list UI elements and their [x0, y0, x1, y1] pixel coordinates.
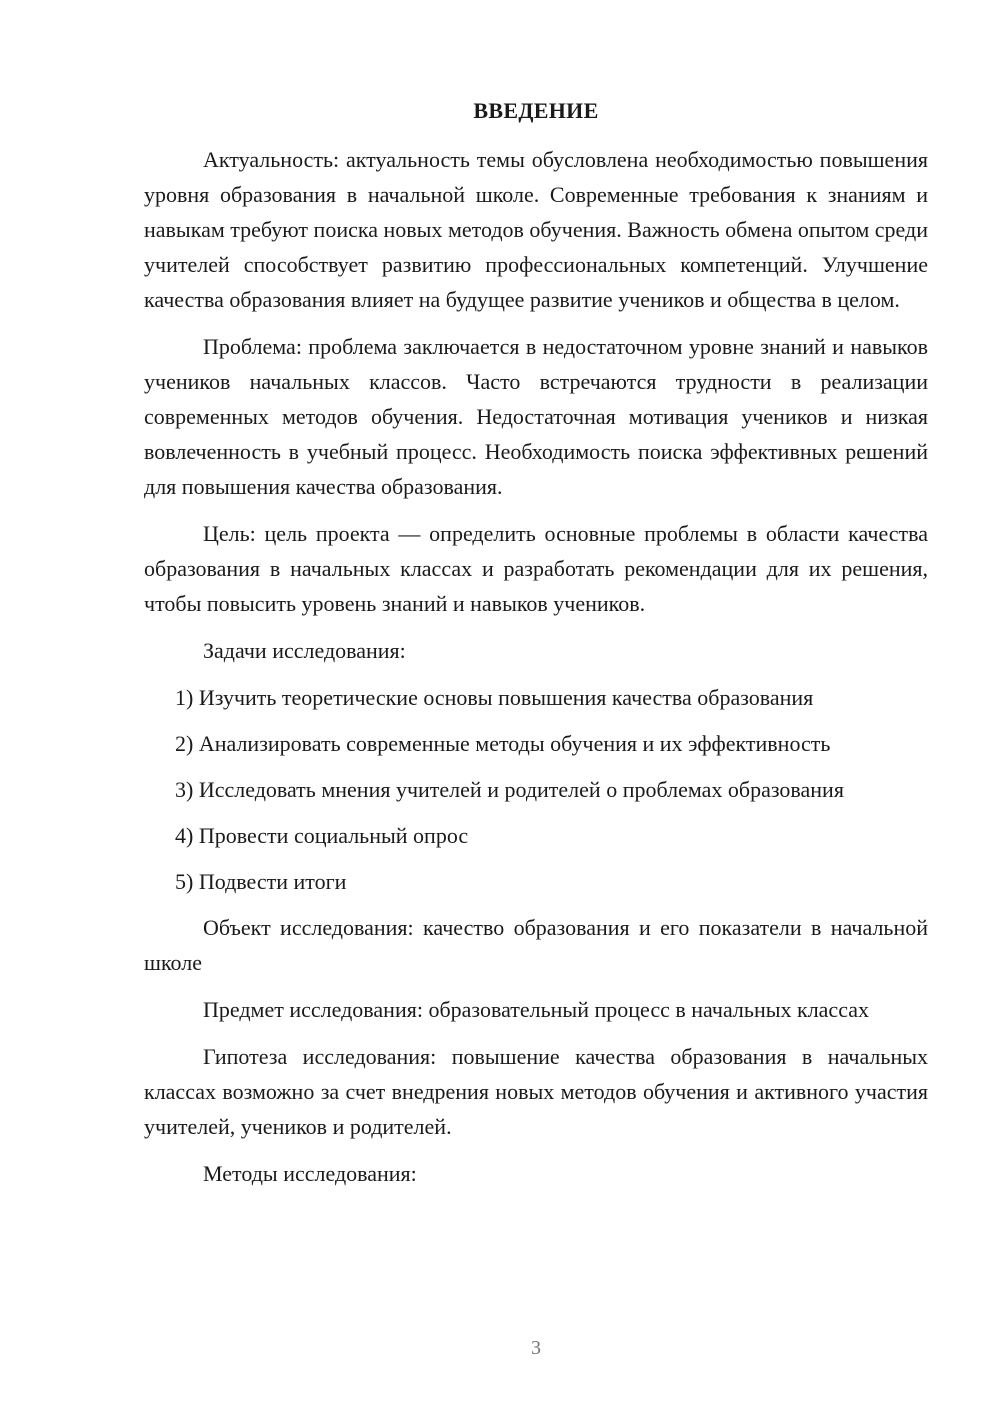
document-body	[144, 142, 928, 1203]
task-item: 4) Провести социальный опрос	[175, 823, 469, 848]
tasks-heading: Задачи исследования:	[203, 638, 406, 663]
object-paragraph: Объект исследования: качество образования и его показатели в начальной школе	[144, 915, 928, 975]
task-item: 2) Анализировать современные методы обучения и их эффективность	[175, 731, 831, 756]
methods-heading: Методы исследования:	[203, 1161, 417, 1186]
task-item: 5) Подвести итоги	[175, 869, 347, 894]
problem-paragraph: Проблема: проблема заключается в недостаточном уровне знаний и навыков учеников начальных классов. Часто встречаются трудности в реализации современных методов обучения. Недостаточная мотивация учеников и низкая вовлеченность в учебный процесс. Необходимость поиска эффективных решений для повышения качества образования.	[144, 334, 928, 499]
page-number: 3	[531, 1337, 541, 1359]
task-item: 3) Исследовать мнения учителей и родителей о проблемах образования	[175, 777, 844, 802]
task-item: 1) Изучить теоретические основы повышения качества образования	[175, 685, 814, 710]
relevance-paragraph: Актуальность: актуальность темы обусловлена необходимостью повышения уровня образования в начальной школе. Современные требования к знаниям и навыкам требуют поиска новых методов обучения. Важность обмена опытом среди учителей способствует развитию профессиональных компетенций. Улучшение качества образования влияет на будущее развитие учеников и общества в целом.	[144, 147, 928, 312]
page-title: ВВЕДЕНИЕ	[473, 98, 599, 123]
goal-paragraph: Цель: цель проекта — определить основные проблемы в области качества образования в начальных классах и разработать рекомендации для их решения, чтобы повысить уровень знаний и навыков учеников.	[144, 521, 928, 616]
subject-paragraph: Предмет исследования: образовательный процесс в начальных классах	[203, 997, 869, 1022]
hypothesis-paragraph: Гипотеза исследования: повышение качества образования в начальных классах возможно за счет внедрения новых методов обучения и активного участия учителей, учеников и родителей.	[144, 1044, 928, 1139]
